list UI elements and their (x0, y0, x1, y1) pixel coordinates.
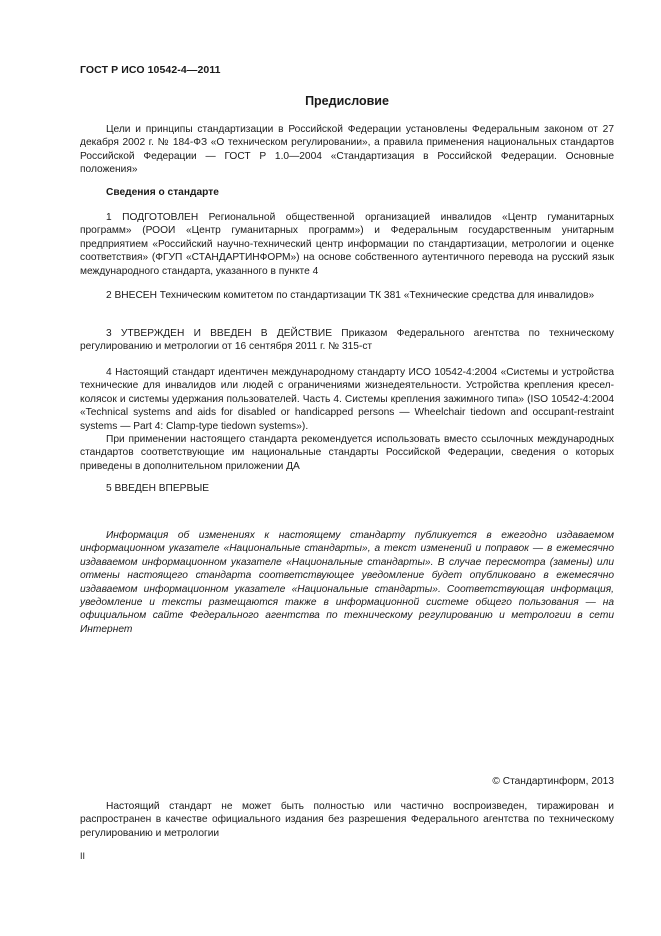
intro-paragraph: Цели и принципы стандартизации в Российской Федерации установлены Федеральным законом от 27 декабря 2002 г. № 184-ФЗ «О техническом регулировании», а правила применения национальных стандартов Российской Федерации — ГОСТ Р 1.0—2004 «Стандартизация в Российской Федерации. Основные положения» (80, 124, 614, 176)
item-4-note-paragraph: При применении настоящего стандарта рекомендуется использовать вместо ссылочных международных стандартов соответствующие им национальные стандарты Российской Федерации, сведения о которых приведены в дополнительном приложении ДА (80, 434, 614, 472)
item-2-paragraph: 2 ВНЕСЕН Техническим комитетом по стандартизации ТК 381 «Технические средства для инвалидов» (106, 290, 595, 301)
document-code-header: ГОСТ Р ИСО 10542-4—2011 (80, 64, 221, 76)
item-5-paragraph: 5 ВВЕДЕН ВПЕРВЫЕ (106, 483, 210, 494)
info-notice-block (80, 529, 614, 636)
standard-info-subheading: Сведения о стандарте (106, 187, 219, 198)
item-5-block (80, 482, 614, 495)
page-title: Предисловие (305, 94, 389, 108)
item-4-paragraph: 4 Настоящий стандарт идентичен международному стандарту ИСО 10542-4:2004 «Системы и устройства технические для инвалидов или людей с ограничениями жизнедеятельности. Устройства крепления кресел-колясок и системы удержания пользователей. Часть 4. Системы крепления зажимного типа» (ISO 10542-4:2004 «Technical systems and aids for disabled or handicapped persons — Wheelchair tiedown and occupant-restraint systems — Part 4: Clamp-type tiedown systems»). (80, 367, 614, 432)
item-3-paragraph: 3 УТВЕРЖДЕН И ВВЕДЕН В ДЕЙСТВИЕ Приказом Федерального агентства по техническому регулированию и метрологии от 16 сентября 2011 г. № 315-ст (80, 328, 614, 353)
copyright-notice: © Стандартинформ, 2013 (492, 776, 614, 787)
item-3-block (80, 327, 614, 354)
info-notice-paragraph: Информация об изменениях к настоящему стандарту публикуется в ежегодно издаваемом информационном указателе «Национальные стандарты», а текст изменений и поправок — в ежемесячно издаваемом информационном указателе «Национальные стандарты». В случае пересмотра (замены) или отмены настоящего стандарта соответствующее уведомление будет опубликовано в ежемесячно издаваемом информационном указателе «Национальные стандарты». Соответствующая информация, уведомление и тексты размещаются также в информационной системе общего пользования — на официальном сайте Федерального агентства по техническому регулированию и метрологии в сети Интернет (80, 530, 614, 635)
item-1-paragraph: 1 ПОДГОТОВЛЕН Региональной общественной организацией инвалидов «Центр гуманитарных программ» (РООИ «Центр гуманитарных программ») и Федеральным государственным унитарным предприятием «Российский научно-технический центр информации по стандартизации, метрологии и оценке соответствия» (ФГУП «СТАНДАРТИНФОРМ») на основе собственного аутентичного перевода на русский язык международного стандарта, указанного в пункте 4 (80, 212, 614, 277)
reproduction-notice-paragraph: Настоящий стандарт не может быть полностью или частично воспроизведен, тиражирован и распространен в качестве официального издания без разрешения Федерального агентства по техническому регулированию и метрологии (80, 801, 614, 839)
item-4-block (80, 366, 614, 473)
intro-paragraph-block (80, 123, 614, 177)
reproduction-notice-block (80, 800, 614, 840)
item-1-block (80, 211, 614, 278)
item-2-block (80, 289, 614, 302)
page-number: II (80, 851, 86, 861)
